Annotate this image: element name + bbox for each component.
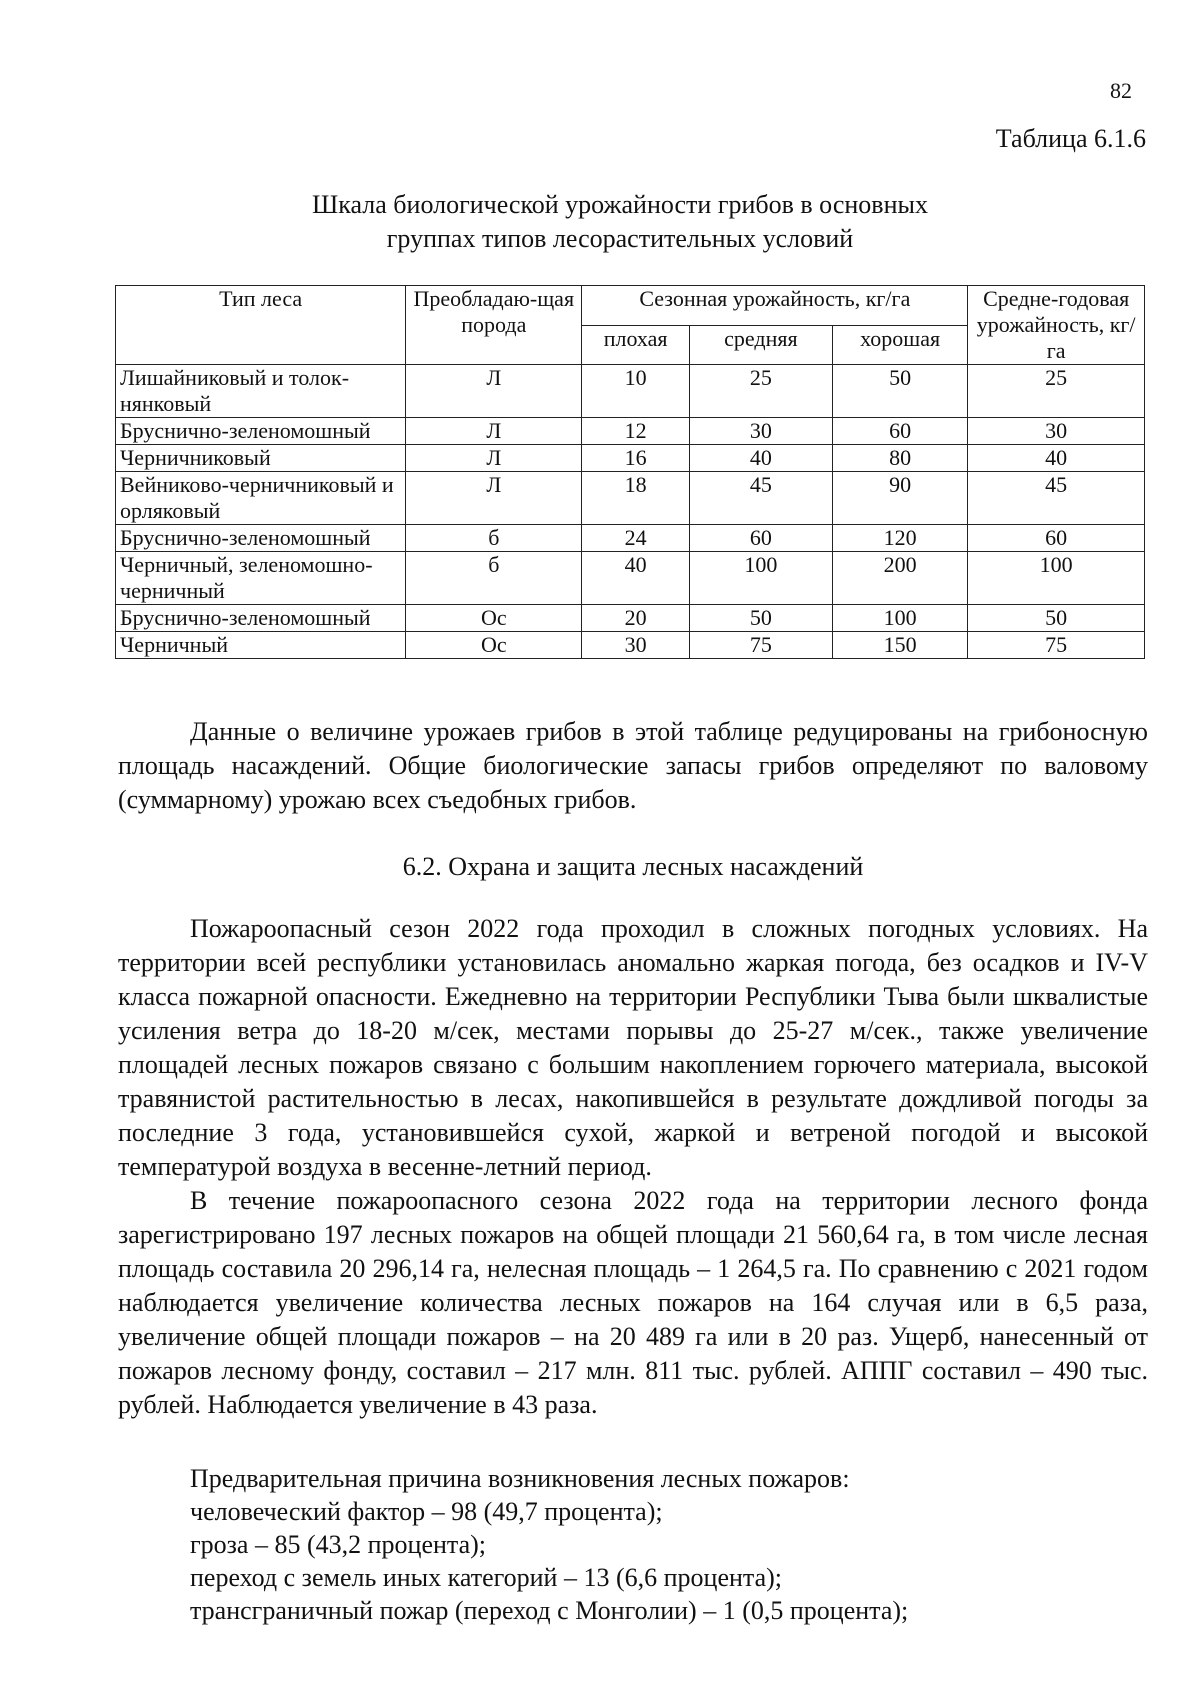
header-dominant-species: Преобладаю-щая порода	[406, 286, 582, 365]
header-seasonal-yield: Сезонная урожайность, кг/га	[582, 286, 968, 326]
cell-dominant-species: Л	[406, 365, 582, 418]
cell-dominant-species: б	[406, 525, 582, 552]
table-row	[116, 605, 1145, 632]
cell-avg-annual: 30	[968, 418, 1145, 445]
cell-forest-type: Черничный	[116, 632, 406, 659]
cell-medium: 75	[689, 632, 832, 659]
note-text: Данные о величине урожаев грибов в этой таблице редуцированы на грибоносную площадь насаждений. Общие биологические запасы грибов определяют по валовому (суммарному) урожаю всех съедобных грибов.	[118, 717, 1148, 814]
cell-poor: 30	[582, 632, 690, 659]
cell-good: 120	[832, 525, 967, 552]
table-row	[116, 632, 1145, 659]
cell-forest-type: Вейниково-черничниковый и орляковый	[116, 472, 406, 525]
header-avg-annual-yield: Средне-годовая урожайность, кг/га	[968, 286, 1145, 365]
table-row	[116, 472, 1145, 525]
cell-forest-type: Черничниковый	[116, 445, 406, 472]
table-row	[116, 525, 1145, 552]
cell-avg-annual: 60	[968, 525, 1145, 552]
cell-good: 100	[832, 605, 967, 632]
causes-list	[190, 1462, 1150, 1627]
cell-avg-annual: 75	[968, 632, 1145, 659]
cell-dominant-species: Л	[406, 418, 582, 445]
cell-medium: 45	[689, 472, 832, 525]
cell-avg-annual: 100	[968, 552, 1145, 605]
cause-item: человеческий фактор – 98 (49,7 процента);	[190, 1497, 663, 1526]
cell-medium: 50	[689, 605, 832, 632]
paragraph-1: Пожароопасный сезон 2022 года проходил в сложных погодных условиях. На территории всей республики установилась аномально жаркая погода, без осадков и IV-V класса пожарной опасности. Ежедневно на территории Республики Тыва были шквалистые усиления ветра до 18-20 м/сек, местами порывы до 25-27 м/сек., также увеличение площадей лесных пожаров связано с большим накоплением горючего материала, высокой травянистой растительностью в лесах, накопившейся в результате дождливой погоды за последние 3 года, установившейся сухой, жаркой и ветреной погодой и высокой температурой воздуха в весенне-летний период.	[118, 914, 1148, 1181]
cell-forest-type: Черничный, зеленомошно-черничный	[116, 552, 406, 605]
cell-medium: 25	[689, 365, 832, 418]
section-heading: 6.2. Охрана и защита лесных насаждений	[402, 852, 864, 881]
table-title	[120, 188, 1120, 256]
cell-forest-type: Бруснично-зеленомошный	[116, 418, 406, 445]
cell-dominant-species: Л	[406, 445, 582, 472]
cell-poor: 18	[582, 472, 690, 525]
cell-avg-annual: 25	[968, 365, 1145, 418]
cell-good: 90	[832, 472, 967, 525]
cause-item: гроза – 85 (43,2 процента);	[190, 1530, 487, 1559]
cell-avg-annual: 45	[968, 472, 1145, 525]
page-number: 82	[1110, 78, 1132, 103]
cell-forest-type: Лишайниковый и толок-нянковый	[116, 365, 406, 418]
paragraph-2: В течение пожароопасного сезона 2022 года на территории лесного фонда зарегистрировано 197 лесных пожаров на общей площади 21 560,64 га, в том числе лесная площадь составила 20 296,14 га, нелесная площадь – 1 264,5 га. По сравнению с 2021 годом наблюдается увеличение количества лесных пожаров на 164 случая или в 6,5 раза, увеличение общей площади пожаров – на 20 489 га или в 20 раз. Ущерб, нанесенный от пожаров лесному фонду, составил – 217 млн. 811 тыс. рублей. АППГ составил – 490 тыс. рублей. Наблюдается увеличение в 43 раза.	[118, 1186, 1148, 1419]
cell-good: 80	[832, 445, 967, 472]
table-row	[116, 552, 1145, 605]
yield-table	[115, 285, 1145, 659]
cell-avg-annual: 50	[968, 605, 1145, 632]
table-row	[116, 365, 1145, 418]
cell-good: 150	[832, 632, 967, 659]
cell-medium: 100	[689, 552, 832, 605]
cell-good: 50	[832, 365, 967, 418]
header-forest-type: Тип леса	[116, 286, 406, 365]
cell-medium: 40	[689, 445, 832, 472]
cell-medium: 60	[689, 525, 832, 552]
cell-poor: 12	[582, 418, 690, 445]
cell-good: 200	[832, 552, 967, 605]
cell-avg-annual: 40	[968, 445, 1145, 472]
table-title-line-2: группах типов лесорастительных условий	[386, 224, 854, 253]
cell-poor: 20	[582, 605, 690, 632]
table-title-line-1: Шкала биологической урожайности грибов в основных	[312, 190, 928, 219]
header-medium: средняя	[689, 325, 832, 365]
main-text	[118, 912, 1148, 1422]
cause-item: трансграничный пожар (переход с Монголии) – 1 (0,5 процента);	[190, 1596, 909, 1625]
table-label: Таблица 6.1.6	[995, 124, 1146, 153]
cell-poor: 10	[582, 365, 690, 418]
cell-forest-type: Бруснично-зеленомошный	[116, 605, 406, 632]
cell-dominant-species: Ос	[406, 605, 582, 632]
table-row	[116, 445, 1145, 472]
cell-good: 60	[832, 418, 967, 445]
header-good: хорошая	[832, 325, 967, 365]
causes-title: Предварительная причина возникновения лесных пожаров:	[190, 1464, 850, 1493]
cell-poor: 40	[582, 552, 690, 605]
cell-forest-type: Бруснично-зеленомошный	[116, 525, 406, 552]
cell-dominant-species: Л	[406, 472, 582, 525]
cell-dominant-species: б	[406, 552, 582, 605]
cause-item: переход с земель иных категорий – 13 (6,6 процента);	[190, 1563, 783, 1592]
cell-medium: 30	[689, 418, 832, 445]
cell-poor: 24	[582, 525, 690, 552]
note-paragraph	[118, 715, 1148, 817]
table-row	[116, 418, 1145, 445]
cell-poor: 16	[582, 445, 690, 472]
header-poor: плохая	[582, 325, 690, 365]
cell-dominant-species: Ос	[406, 632, 582, 659]
